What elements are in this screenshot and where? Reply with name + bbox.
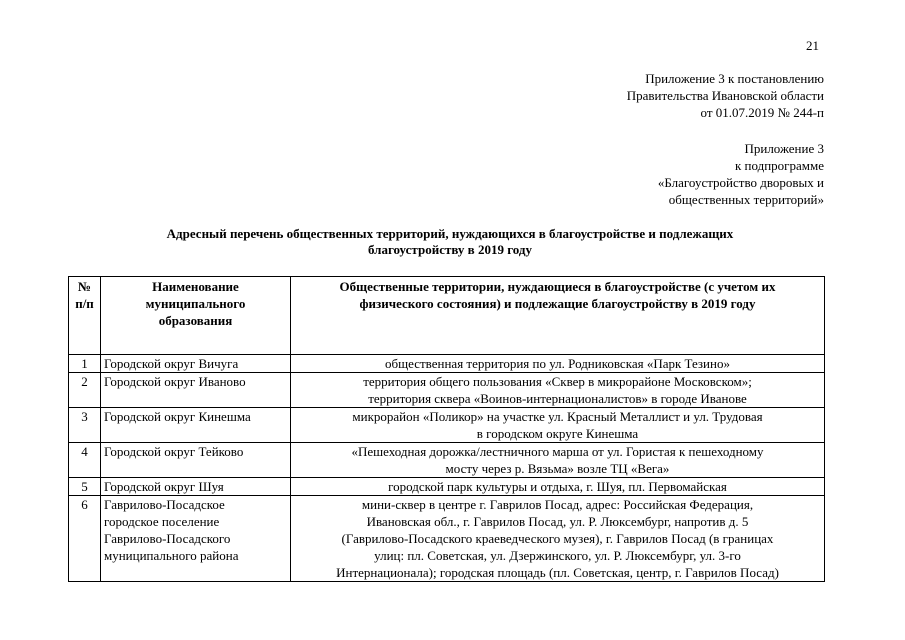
- table-row: [69, 373, 825, 408]
- header-num: [69, 277, 101, 355]
- row-number: 5: [69, 478, 101, 496]
- row-territory: [291, 373, 825, 408]
- title-line: благоустройству в 2019 году: [368, 242, 532, 257]
- table-header-row: [69, 277, 825, 355]
- cell-line: в городском округе Кинешма: [476, 426, 639, 441]
- cell-line: общественная территория по ул. Родниковская «Парк Тезино»: [385, 356, 730, 371]
- cell-line: Городской округ Шуя: [104, 479, 224, 494]
- cell-line: «Пешеходная дорожка/лестничного марша от ул. Гористая к пешеходному: [351, 444, 764, 459]
- cell-line: мини-сквер в центре г. Гаврилов Посад, адрес: Российская Федерация,: [361, 497, 754, 512]
- row-number: 1: [69, 355, 101, 373]
- table-row: [69, 408, 825, 443]
- header-municipality: [101, 277, 291, 355]
- cell-line: Городской округ Иваново: [104, 374, 246, 389]
- appendix-line: Правительства Ивановской области: [626, 88, 824, 103]
- row-number: 6: [69, 496, 101, 582]
- row-municipality: [101, 408, 291, 443]
- row-number: 4: [69, 443, 101, 478]
- cell-line: территория сквера «Воинов-интернационалистов» в городе Иванове: [368, 391, 747, 406]
- header-line: образования: [158, 313, 233, 328]
- row-municipality: [101, 443, 291, 478]
- page-number: 21: [806, 38, 819, 53]
- cell-line: улиц: пл. Советская, ул. Дзержинского, ул. Р. Люксембург, ул. 3-го: [374, 548, 741, 563]
- appendix-line: от 01.07.2019 № 244-п: [700, 105, 824, 120]
- header-territory: [291, 277, 825, 355]
- table-row: [69, 496, 825, 582]
- row-territory: [291, 443, 825, 478]
- table-row: [69, 478, 825, 496]
- cell-line: территория общего пользования «Сквер в микрорайоне Московском»;: [363, 374, 752, 389]
- row-number: 2: [69, 373, 101, 408]
- cell-line: городской парк культуры и отдыха, г. Шуя, пл. Первомайская: [388, 479, 727, 494]
- row-territory: [291, 355, 825, 373]
- row-number: 3: [69, 408, 101, 443]
- cell-line: (Гаврилово-Посадского краеведческого музея), г. Гаврилов Посад (в границах: [341, 531, 774, 546]
- row-territory: [291, 408, 825, 443]
- cell-line: городское поселение: [104, 514, 220, 529]
- row-municipality: [101, 355, 291, 373]
- territory-table: [68, 276, 825, 582]
- cell-line: муниципального района: [104, 548, 239, 563]
- header-line: Наименование: [152, 279, 239, 294]
- row-municipality: [101, 478, 291, 496]
- cell-line: Гаврилово-Посадского: [104, 531, 231, 546]
- appendix-resolution-reference: [627, 70, 824, 121]
- cell-line: Интернационала); городская площадь (пл. Советская, центр, г. Гаврилов Посад): [336, 565, 779, 580]
- appendix-line: Приложение 3: [744, 141, 824, 156]
- header-line: физического состояния) и подлежащие благоустройству в 2019 году: [359, 296, 756, 311]
- appendix-line: общественных территорий»: [668, 192, 824, 207]
- cell-line: микрорайон «Поликор» на участке ул. Красный Металлист и ул. Трудовая: [352, 409, 763, 424]
- appendix-line: Приложение 3 к постановлению: [645, 71, 824, 86]
- title-line: Адресный перечень общественных территорий, нуждающихся в благоустройстве и подлежащих: [166, 226, 734, 241]
- cell-line: Городской округ Тейково: [104, 444, 244, 459]
- cell-line: мосту через р. Вязьма» возле ТЦ «Вега»: [445, 461, 670, 476]
- header-line: муниципального: [145, 296, 246, 311]
- table-row: [69, 443, 825, 478]
- appendix-subprogram-reference: [658, 140, 824, 208]
- row-territory: [291, 478, 825, 496]
- header-line: №: [77, 279, 92, 294]
- appendix-line: «Благоустройство дворовых и: [657, 175, 824, 190]
- cell-line: Городской округ Кинешма: [104, 409, 251, 424]
- document-title: [100, 226, 800, 258]
- header-line: п/п: [75, 296, 94, 311]
- header-line: Общественные территории, нуждающиеся в благоустройстве (с учетом их: [339, 279, 776, 294]
- row-territory: [291, 496, 825, 582]
- cell-line: Гаврилово-Посадское: [104, 497, 225, 512]
- table-row: [69, 355, 825, 373]
- row-municipality: [101, 496, 291, 582]
- appendix-line: к подпрограмме: [734, 158, 824, 173]
- cell-line: Городской округ Вичуга: [104, 356, 239, 371]
- row-municipality: [101, 373, 291, 408]
- cell-line: Ивановская обл., г. Гаврилов Посад, ул. Р. Люксембург, напротив д. 5: [366, 514, 749, 529]
